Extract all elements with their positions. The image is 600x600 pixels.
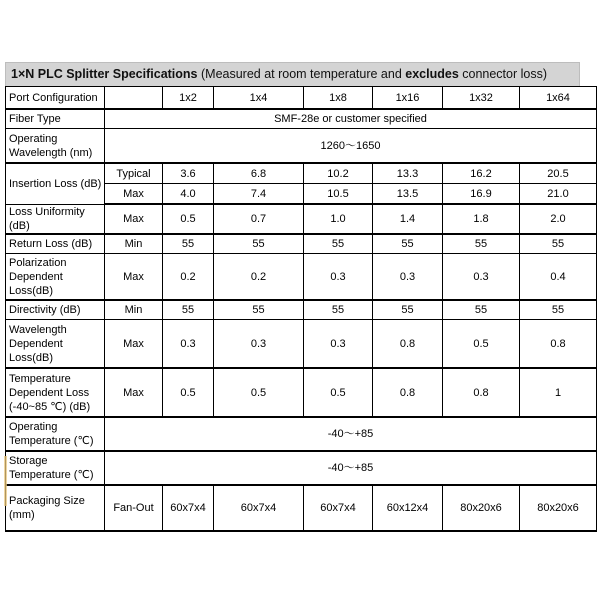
param-cell: Min <box>105 234 163 254</box>
param-cell: Min <box>105 300 163 320</box>
param-cell: Max <box>105 320 163 369</box>
value-cell: 55 <box>304 300 373 320</box>
param-cell: Typical <box>105 163 163 184</box>
value-cell: 0.8 <box>520 320 597 369</box>
value-cell: 0.3 <box>214 320 304 369</box>
spec-row-polarization-dependent-loss <box>6 254 597 301</box>
table-title <box>5 62 580 86</box>
spec-row-directivity <box>6 300 597 320</box>
spec-row-insertion-loss-typical <box>6 163 597 184</box>
merged-value-cell: -40～+85 <box>105 451 597 485</box>
row-label: Wavelength Dependent Loss(dB) <box>6 320 105 369</box>
value-cell: 0.2 <box>163 254 214 301</box>
value-cell: 0.2 <box>214 254 304 301</box>
spec-row-loss-uniformity <box>6 204 597 234</box>
spec-row-wavelength-dependent-loss <box>6 320 597 369</box>
value-cell: 6.8 <box>214 163 304 184</box>
value-cell: 1x64 <box>520 87 597 110</box>
value-cell: 16.2 <box>443 163 520 184</box>
title-normal-tail: connector loss) <box>458 67 548 81</box>
value-cell: 55 <box>163 234 214 254</box>
value-cell: 80x20x6 <box>520 485 597 531</box>
value-cell: 60x7x4 <box>163 485 214 531</box>
value-cell: 0.3 <box>163 320 214 369</box>
value-cell: 0.3 <box>443 254 520 301</box>
row-label: Packaging Size (mm) <box>6 485 105 531</box>
value-cell: 55 <box>304 234 373 254</box>
value-cell: 0.5 <box>163 204 214 234</box>
merged-value-cell: SMF-28e or customer specified <box>105 109 597 129</box>
row-label: Port Configuration <box>6 87 105 110</box>
value-cell: 0.3 <box>304 254 373 301</box>
value-cell: 1 <box>520 368 597 417</box>
value-cell: 0.5 <box>214 368 304 417</box>
value-cell: 10.2 <box>304 163 373 184</box>
row-label: Temperature Dependent Loss (-40~85 ℃) (dB) <box>6 368 105 417</box>
spec-row-operating-wavelength <box>6 129 597 164</box>
param-cell: Max <box>105 204 163 234</box>
value-cell: 21.0 <box>520 184 597 205</box>
value-cell: 80x20x6 <box>443 485 520 531</box>
spec-row-temperature-dependent-loss <box>6 368 597 417</box>
row-label: Operating Wavelength (nm) <box>6 129 105 164</box>
spec-row-packaging-size <box>6 485 597 531</box>
param-cell: Max <box>105 254 163 301</box>
value-cell: 2.0 <box>520 204 597 234</box>
param-cell: Fan-Out <box>105 485 163 531</box>
spec-row-port-configuration <box>6 87 597 110</box>
value-cell: 55 <box>520 234 597 254</box>
param-cell: Max <box>105 184 163 205</box>
value-cell: 55 <box>373 300 443 320</box>
value-cell: 55 <box>214 234 304 254</box>
spec-sheet <box>5 62 596 532</box>
value-cell: 1.0 <box>304 204 373 234</box>
merged-value-cell: -40～+85 <box>105 417 597 451</box>
value-cell: 60x7x4 <box>214 485 304 531</box>
value-cell: 55 <box>214 300 304 320</box>
value-cell: 60x7x4 <box>304 485 373 531</box>
row-label: Operating Temperature (℃) <box>6 417 105 451</box>
row-label: Storage Temperature (℃) <box>6 451 105 485</box>
value-cell: 20.5 <box>520 163 597 184</box>
value-cell: 0.3 <box>304 320 373 369</box>
row-label: Directivity (dB) <box>6 300 105 320</box>
value-cell: 13.5 <box>373 184 443 205</box>
title-normal-segment: (Measured at room temperature and <box>197 67 406 81</box>
value-cell: 55 <box>443 300 520 320</box>
value-cell: 55 <box>443 234 520 254</box>
value-cell: 0.4 <box>520 254 597 301</box>
value-cell: 1.4 <box>373 204 443 234</box>
value-cell: 1x2 <box>163 87 214 110</box>
row-label: Fiber Type <box>6 109 105 129</box>
title-bold-segment: 1×N PLC Splitter Specifications <box>11 67 198 81</box>
value-cell: 60x12x4 <box>373 485 443 531</box>
value-cell: 1x4 <box>214 87 304 110</box>
row-label: Return Loss (dB) <box>6 234 105 254</box>
value-cell: 0.8 <box>373 368 443 417</box>
value-cell: 1x8 <box>304 87 373 110</box>
value-cell: 55 <box>520 300 597 320</box>
spec-row-operating-temperature <box>6 417 597 451</box>
value-cell: 55 <box>373 234 443 254</box>
value-cell: 55 <box>163 300 214 320</box>
value-cell: 1x16 <box>373 87 443 110</box>
value-cell: 1x32 <box>443 87 520 110</box>
spec-row-storage-temperature <box>6 451 597 485</box>
value-cell: 0.8 <box>373 320 443 369</box>
value-cell: 0.3 <box>373 254 443 301</box>
value-cell: 16.9 <box>443 184 520 205</box>
spec-row-return-loss <box>6 234 597 254</box>
row-label: Loss Uniformity (dB) <box>6 204 105 234</box>
value-cell: 0.5 <box>304 368 373 417</box>
value-cell: 10.5 <box>304 184 373 205</box>
value-cell: 0.8 <box>443 368 520 417</box>
value-cell: 0.5 <box>443 320 520 369</box>
value-cell: 13.3 <box>373 163 443 184</box>
value-cell: 3.6 <box>163 163 214 184</box>
param-cell <box>105 87 163 110</box>
value-cell: 1.8 <box>443 204 520 234</box>
spec-row-fiber-type <box>6 109 597 129</box>
row-label: Polarization Dependent Loss(dB) <box>6 254 105 301</box>
param-cell: Max <box>105 368 163 417</box>
value-cell: 4.0 <box>163 184 214 205</box>
specs-table <box>5 86 597 532</box>
title-bold-excludes: excludes <box>405 67 459 81</box>
merged-value-cell: 1260～1650 <box>105 129 597 164</box>
row-label: Insertion Loss (dB) <box>6 163 105 204</box>
value-cell: 0.7 <box>214 204 304 234</box>
value-cell: 0.5 <box>163 368 214 417</box>
highlight-artifact <box>4 456 7 506</box>
value-cell: 7.4 <box>214 184 304 205</box>
